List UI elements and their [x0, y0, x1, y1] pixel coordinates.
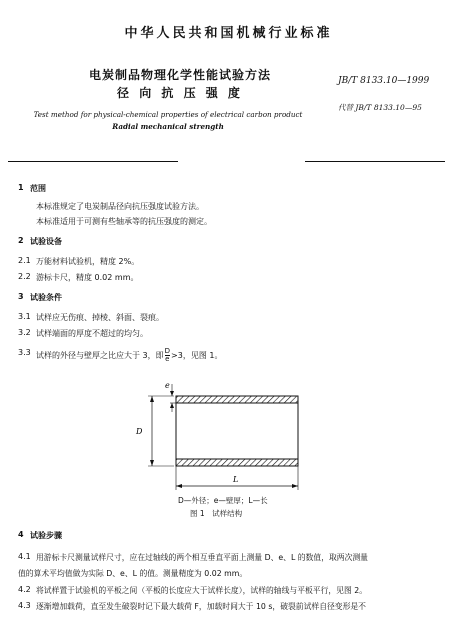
label-L: L [233, 475, 239, 484]
label-e: e [165, 381, 170, 390]
clause-4-1-continuation: 值的算术平均值做为实际 D、e、L 的值。测量精度为 0.02 mm。 [18, 569, 248, 578]
section-4-title: 试验步骤 [30, 531, 62, 540]
clause-2-1-number: 2.1 [18, 256, 31, 265]
replaces-standard: 代替 JB/T 8133.10—95 [338, 103, 422, 112]
clause-4-2-text: 将试样置于试验机的平板之间（平板的长度应大于试样长度），试样的轴线与平板平行，见图 2。 [36, 586, 368, 595]
section-1-para-1: 本标准规定了电炭制品径向抗压强度试验方法。 [36, 202, 204, 211]
clause-4-3-text: 逐渐增加载荷，直至发生破裂时记下最大载荷 F，加载时间大于 10 s，破裂前试样自径变形是不 [36, 602, 366, 611]
document-title-line1: 电炭制品物理化学性能试验方法 [88, 68, 271, 82]
section-1-para-2: 本标准适用于可测有些轴承等的抗压强度的测定。 [36, 217, 212, 226]
clause-4-1-number: 4.1 [18, 552, 31, 561]
national-standard-heading: 中华人民共和国机械行业标准 [124, 26, 333, 41]
clause-2-2-number: 2.2 [18, 272, 31, 281]
section-2-number: 2 [18, 236, 24, 245]
clause-2-1-text: 万能材料试验机，精度 2%。 [36, 257, 140, 266]
section-1-number: 1 [18, 183, 24, 192]
fraction-denominator: e [165, 355, 170, 363]
clause-3-2-number: 3.2 [18, 328, 31, 337]
clause-3-1-text: 试样应无伤痕、掉棱、斜面、裂痕。 [36, 313, 164, 322]
clause-3-1-number: 3.1 [18, 312, 31, 321]
fraction-numerator: D [164, 347, 171, 355]
top-wall [176, 396, 298, 403]
specimen-outline [176, 396, 298, 466]
section-2-title: 试验设备 [30, 237, 62, 246]
clause-4-2-number: 4.2 [18, 585, 31, 594]
header-divider-right [305, 161, 445, 162]
header-divider-left [8, 161, 178, 162]
clause-3-2-text: 试样端面的厚度不超过的均匀。 [36, 329, 148, 338]
standard-number: JB/T 8133.10—1999 [338, 76, 430, 86]
section-4-number: 4 [18, 530, 24, 539]
specimen-structure-figure [128, 372, 318, 502]
english-title-line1: Test method for physical-chemical properties of electrical carbon product [33, 110, 303, 119]
section-3-number: 3 [18, 292, 24, 301]
bottom-wall [176, 459, 298, 466]
section-1-title: 范围 [30, 184, 46, 193]
clause-4-1-text: 用游标卡尺测量试样尺寸，应在过轴线的两个相互垂直平面上测量 D、e、L 的数值，取两次测量 [36, 553, 368, 562]
document-title-line2: 径 向 抗 压 强 度 [117, 86, 243, 100]
clause-3-3-text-after: >3，见图 1。 [171, 351, 223, 360]
ratio-fraction [165, 348, 170, 363]
clause-3-3-number: 3.3 [18, 348, 31, 357]
clause-3-3-text [36, 348, 222, 363]
clause-2-2-text: 游标卡尺，精度 0.02 mm。 [36, 273, 139, 282]
section-3-title: 试验条件 [30, 293, 62, 302]
label-D: D [136, 427, 143, 436]
clause-3-3-text-before: 试样的外径与壁厚之比应大于 3，即 [36, 351, 164, 360]
figure-caption: 图 1 试样结构 [190, 509, 243, 518]
clause-4-3-number: 4.3 [18, 601, 31, 610]
figure-legend: D—外径；e—壁厚；L—长 [178, 496, 268, 505]
english-title-line2: Radial mechanical strength [112, 122, 224, 131]
